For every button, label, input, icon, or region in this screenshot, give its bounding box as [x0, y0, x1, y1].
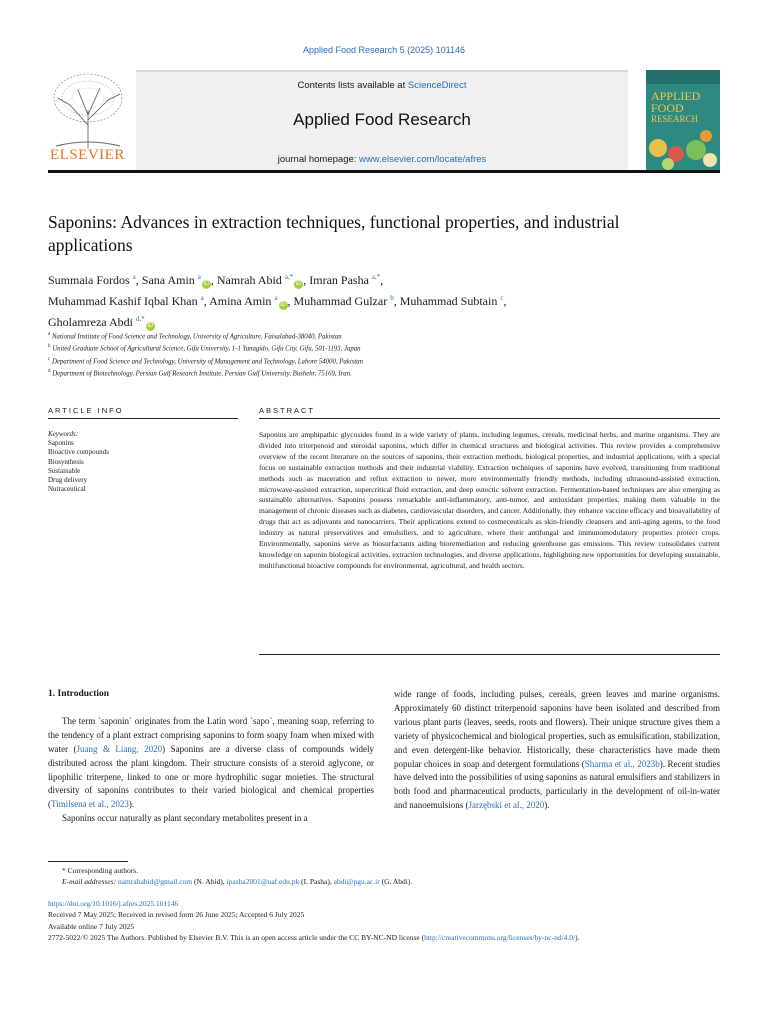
orcid-icon[interactable]: iD [295, 281, 302, 287]
citation-link[interactable]: Timilsena et al., 2023 [51, 799, 129, 810]
keywords-label: Keywords: [48, 430, 79, 438]
abstract-rule-top [259, 418, 720, 419]
keyword-item[interactable]: Drug delivery [48, 476, 88, 485]
contents-line [136, 80, 628, 91]
cover-line-1: APPLIED [651, 89, 701, 103]
homepage-prefix: journal homepage: [277, 154, 360, 165]
elsevier-wordmark: ELSEVIER [50, 147, 125, 163]
received-dates: Received 7 May 2025; Received in revised form 26 June 2025; Accepted 6 July 2025 [48, 910, 305, 920]
email-link[interactable]: abdi@pgu.ac.ir [333, 877, 380, 886]
keywords-block [48, 430, 228, 494]
elsevier-logo[interactable] [48, 70, 128, 170]
corresponding-note: * Corresponding authors. [62, 866, 139, 875]
affiliation-marker: a [48, 332, 51, 337]
author-name[interactable]: Muhammad Kashif Iqbal Khan [48, 294, 198, 308]
author-name[interactable]: Amina Amin [209, 294, 272, 308]
license-text-a: 2772-5022/© 2025 The Authors. Published by Elsevier B.V. This is an open access article under the CC BY-NC-ND license ( [48, 933, 425, 943]
author-separator: , [303, 273, 310, 287]
author-separator: , [287, 294, 294, 308]
affiliation-list [48, 330, 720, 379]
author-name[interactable]: Namrah Abid [216, 273, 282, 287]
article-info-heading: ARTICLE INFO [48, 406, 124, 415]
email-owner: (I. Pasha), [299, 877, 334, 886]
author-name[interactable]: Muhammad Gulzar [293, 294, 388, 308]
abstract-text: Saponins are amphipathic glycosides found in a wide variety of plants, including legumes, cereals, medicinal herbs, and marine organisms. They are divided into triterpenoid and steroidal saponins, which differ in chemical structures and biological activities. This review provides a comprehensive overview of the recent literature on the sources of saponins, their extraction methods, biological properties, and industrial applications, with a special focus on sustainable extraction methods and their industrial viability. Extraction techniques of saponins have evolved, transitioning from traditional methods such as maceration and reflux extraction to newer, more environmentally friendly methods, including ultrasound-assisted extraction, microwave-assisted extraction, supercritical fluid extraction, and deep eutectic solvent extraction. Fermentation-based techniques are also emerging as sustainable alternatives. Saponins possess remarkable anti-inflammatory, anti-tumor, and antioxidant properties, making them valuable in the management of chronic diseases such as diabetes, cardiovascular disorders, and cancer. Additionally, they enhance vaccine efficacy and bioavailability of drugs that act as adjuvants and nanocarriers. Their applications extend to cosmeceuticals as skin-friendly cleansers and anti-aging agents, to the food industry as natural preservatives and emulsifiers, and to agriculture, where their antifungal and immunomodulatory properties protect crops. Environmentally, saponins serve as biosurfactants aiding bioremediation and reducing greenhouse gas emissions. This review consolidates current knowledge on saponin biological activities, extraction technologies, and diverse applications, highlighting new opportunities for developing sustainable, multifunctional bioactive compounds for environmental, agricultural, and health sectors. [259, 430, 720, 570]
cover-line-3: RESEARCH [651, 114, 699, 124]
affiliation-text: Department of Food Science and Technology, University of Management and Technology, Lahore 54000, Pakistan [51, 357, 364, 365]
email-line [48, 876, 720, 887]
author-name[interactable]: Summaia Fordos [48, 273, 130, 287]
license-text-b: ). [575, 933, 580, 943]
author-affiliation-marker[interactable]: a [132, 273, 136, 281]
abstract-rule-bottom [259, 654, 720, 655]
author-separator: , [210, 273, 217, 287]
intro-p1-text-a: The term `saponin` originates from the Latin word `sapo`, meaning soap, referring to the tendency of a plant extract comprising saponins to form soapy foam when mixed with water ( [48, 715, 374, 754]
journal-title[interactable]: Applied Food Research [293, 110, 471, 129]
affiliation-item [48, 367, 720, 379]
author-affiliation-marker[interactable]: a [274, 294, 278, 302]
footnotes [48, 865, 720, 887]
author-name[interactable]: Gholamreza Abdi [48, 315, 133, 329]
affiliation-marker: c [48, 356, 51, 362]
citation-link[interactable]: Jarzębski et al., 2020 [468, 800, 545, 811]
orcid-icon[interactable]: iD [147, 323, 154, 329]
author-separator: , [393, 294, 400, 308]
running-head[interactable]: Applied Food Research 5 (2025) 101146 [303, 45, 465, 55]
license-line [48, 932, 720, 943]
author-affiliation-marker[interactable]: d,* [135, 315, 145, 323]
affiliation-text: United Graduate School of Agricultural Science, Gifu University, 1-1 Yanagido, Gifu City, Gifu, 501-1193, Japan [52, 345, 361, 353]
available-online: Available online 7 July 2025 [48, 921, 135, 931]
author-name[interactable]: Muhammad Subtain [399, 294, 498, 308]
email-label: E-mail addresses: [62, 877, 118, 886]
author-name[interactable]: Imran Pasha [309, 273, 369, 287]
author-affiliation-marker[interactable]: b [390, 294, 394, 302]
orcid-icon[interactable]: iD [203, 281, 210, 287]
author-affiliation-marker[interactable]: a,* [371, 273, 381, 281]
keyword-item[interactable]: Nutraceutical [48, 485, 86, 494]
orcid-icon[interactable]: iD [280, 302, 286, 308]
intro-p1-text-b: ) Saponins are a diverse class of compounds widely distributed across the plant kingdom. Their structure consists of a steroid aglycone, or lipophilic triterpene, linked to one or more hydrophilic sugar moieties. The structural diversity of saponins contributes to their varied biological and chemical properties ( [48, 743, 374, 810]
footnote-rule [48, 861, 128, 862]
article-info-rule [48, 418, 238, 419]
email-link[interactable]: namrahabid@gmail.com [117, 877, 193, 886]
email-owner: (N. Abid), [192, 877, 227, 886]
contents-prefix: Contents lists available at [297, 80, 408, 91]
keyword-item[interactable]: Bioactive compounds [48, 448, 109, 457]
author-affiliation-marker[interactable]: c [500, 294, 504, 302]
journal-cover-thumbnail[interactable] [646, 70, 720, 170]
affiliation-marker: d [48, 368, 51, 374]
publication-info [48, 898, 720, 944]
journal-homepage-link[interactable]: www.elsevier.com/locate/afres [359, 154, 487, 165]
affiliation-marker: b [48, 344, 51, 350]
abstract-heading: ABSTRACT [259, 406, 316, 415]
intro-paragraph-1 [48, 715, 374, 812]
author-separator: , [135, 273, 142, 287]
sciencedirect-link[interactable]: ScienceDirect [407, 80, 467, 91]
intro-paragraph-2-cont [394, 688, 720, 813]
author-separator: , [203, 294, 210, 308]
body-column-left [48, 688, 374, 826]
intro-paragraph-2: Saponins occur naturally as plant secondary metabolites present in a [62, 813, 308, 824]
intro-p3-text-c: ). [544, 800, 550, 811]
author-name[interactable]: Sana Amin [141, 273, 195, 287]
doi-link[interactable]: https://doi.org/10.1016/j.afres.2025.101146 [48, 899, 179, 908]
intro-p3-text-b: ). Recent studies have delved into the possibilities of using saponins as natural emulsifiers and stabilizers in both food and pharmaceutical products, particularly in the development of oil-in-water and nanoemulsions ( [394, 758, 720, 811]
email-link[interactable]: ipasha2001@uaf.edu.pk [226, 877, 300, 886]
keyword-item[interactable]: Sustainable [48, 466, 81, 475]
elsevier-tree-icon [48, 70, 128, 150]
affiliation-item [48, 330, 720, 342]
masthead-center [136, 70, 628, 170]
keyword-item[interactable]: Biosynthesis [48, 457, 84, 466]
author-affiliation-marker[interactable]: a [200, 294, 204, 302]
citation-link[interactable]: Sharma et al., 2023b [584, 758, 660, 769]
intro-p1-text-c: ). [128, 799, 135, 810]
masthead-rule [48, 170, 720, 173]
affiliation-text: National Institute of Food Science and Technology, University of Agriculture, Faisalabad-38040, Pakistan [51, 333, 342, 341]
author-separator: , [503, 294, 507, 308]
author-separator: , [380, 273, 384, 287]
affiliation-item [48, 355, 720, 367]
cover-title [651, 90, 700, 124]
journal-masthead [48, 70, 720, 174]
homepage-line [136, 154, 628, 165]
author-affiliation-marker[interactable]: a,* [284, 273, 294, 281]
article-title: Saponins: Advances in extraction techniques, functional properties, and industrial applications [48, 212, 620, 255]
email-owner: (G. Abdi). [379, 877, 413, 886]
author-affiliation-marker[interactable]: a [197, 273, 201, 281]
license-link[interactable]: http://creativecommons.org/licenses/by-nc-nd/4.0/ [424, 933, 576, 943]
citation-link[interactable]: Juang & Liang, 2020 [76, 743, 163, 754]
author-list [48, 268, 720, 331]
section-heading-introduction: 1. Introduction [48, 689, 110, 699]
affiliation-item [48, 342, 720, 354]
body-column-right [394, 688, 720, 813]
cover-line-2: FOOD [651, 101, 684, 115]
affiliation-text: Department of Biotechnology, Persian Gulf Research Institute, Persian Gulf University, Bushehr, 75169, Iran. [52, 370, 352, 378]
keyword-item[interactable]: Saponins [48, 439, 74, 448]
intro-p3-text-a: wide range of foods, including pulses, cereals, green leaves and marine organisms. Approximately 60 distinct triterpenoid saponins have been isolated and described from various plant parts (leaves, seeds, roots and flowers). Their unique structure gives them a variety of physicochemical and biological properties, such as emulsification, stabilization, and even detergent-like behavior. Historically, these characteristics have made them popular choices in soap and detergent formulations ( [394, 689, 720, 769]
